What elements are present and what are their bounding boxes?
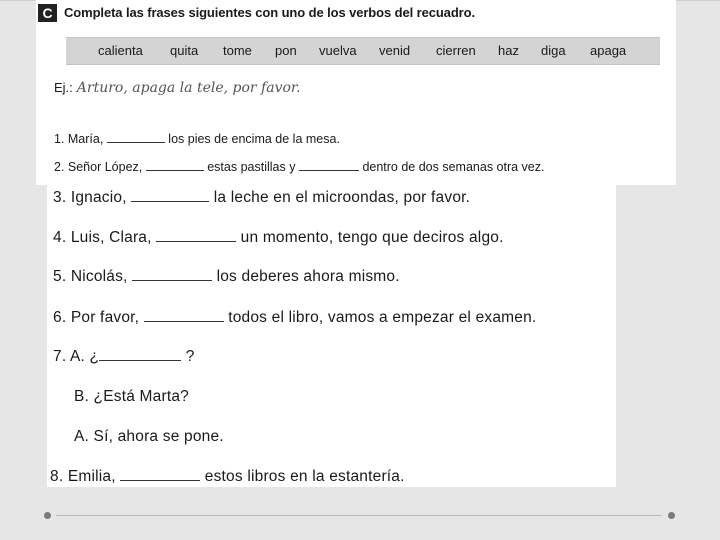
verb-item: haz bbox=[498, 43, 519, 58]
example-text: Arturo, apaga la tele, por favor. bbox=[76, 80, 301, 96]
blank-line bbox=[156, 229, 236, 242]
sentence-7-start: 7. A. ¿ bbox=[53, 348, 100, 365]
sentence-4-start: 4. Luis, Clara, bbox=[53, 229, 152, 246]
blank-line bbox=[299, 160, 359, 171]
sentence-5-end: los deberes ahora mismo. bbox=[216, 268, 400, 285]
slide-bottom-rule bbox=[56, 515, 662, 516]
verb-item: diga bbox=[541, 43, 566, 58]
sentence-6-start: 6. Por favor, bbox=[53, 309, 140, 326]
verb-item: calienta bbox=[98, 43, 143, 58]
sentence-8 bbox=[50, 468, 405, 486]
sentence-2-middle: estas pastillas y bbox=[207, 160, 296, 174]
verb-item: apaga bbox=[590, 43, 627, 58]
exercise-instruction: Completa las frases siguientes con uno de los verbos del recuadro. bbox=[64, 5, 475, 20]
sentence-3-end: la leche en el microondas, por favor. bbox=[213, 189, 471, 206]
blank-line bbox=[132, 268, 212, 281]
example-sentence bbox=[54, 80, 301, 96]
verb-item: tome bbox=[223, 43, 252, 58]
exercise-header-card bbox=[36, 0, 676, 185]
blank-line bbox=[146, 160, 204, 171]
sentence-5-start: 5. Nicolás, bbox=[53, 268, 128, 285]
sentence-1-end: los pies de encima de la mesa. bbox=[168, 132, 340, 146]
verb-box bbox=[66, 37, 660, 65]
example-label: Ej.: bbox=[54, 80, 73, 95]
sentence-7-c: A. Sí, ahora se pone. bbox=[74, 428, 224, 445]
sentence-2 bbox=[54, 160, 545, 174]
sentence-3 bbox=[53, 189, 470, 207]
sentence-2-end: dentro de dos semanas otra vez. bbox=[362, 160, 545, 174]
exercise-sentences-card bbox=[47, 184, 616, 487]
sentence-3-start: 3. Ignacio, bbox=[53, 189, 127, 206]
sentence-2-start: 2. Señor López, bbox=[54, 160, 143, 174]
sentence-8-end: estos libros en la estantería. bbox=[204, 468, 405, 485]
sentence-4 bbox=[53, 229, 504, 247]
blank-line bbox=[144, 309, 224, 322]
sentence-7-b: B. ¿Está Marta? bbox=[74, 388, 189, 405]
exercise-letter-badge: C bbox=[38, 4, 57, 22]
sentence-6 bbox=[53, 309, 536, 327]
slide-decoration-dot-right bbox=[668, 512, 675, 519]
blank-line bbox=[99, 348, 181, 361]
sentence-4-end: un momento, tengo que deciros algo. bbox=[240, 229, 504, 246]
sentence-8-start: 8. Emilia, bbox=[50, 468, 116, 485]
verb-item: vuelva bbox=[319, 43, 357, 58]
verb-item: quita bbox=[170, 43, 199, 58]
sentence-7 bbox=[53, 348, 195, 366]
slide-decoration-dot-left bbox=[44, 512, 51, 519]
verb-item: venid bbox=[379, 43, 411, 58]
sentence-7-end: ? bbox=[185, 348, 195, 365]
blank-line bbox=[120, 468, 200, 481]
blank-line bbox=[107, 132, 165, 143]
sentence-6-end: todos el libro, vamos a empezar el examen. bbox=[228, 309, 537, 326]
sentence-1 bbox=[54, 132, 340, 146]
verb-item: pon bbox=[275, 43, 297, 58]
blank-line bbox=[131, 189, 209, 202]
sentence-1-start: 1. María, bbox=[54, 132, 104, 146]
sentence-5 bbox=[53, 268, 400, 286]
verb-item: cierren bbox=[436, 43, 476, 58]
